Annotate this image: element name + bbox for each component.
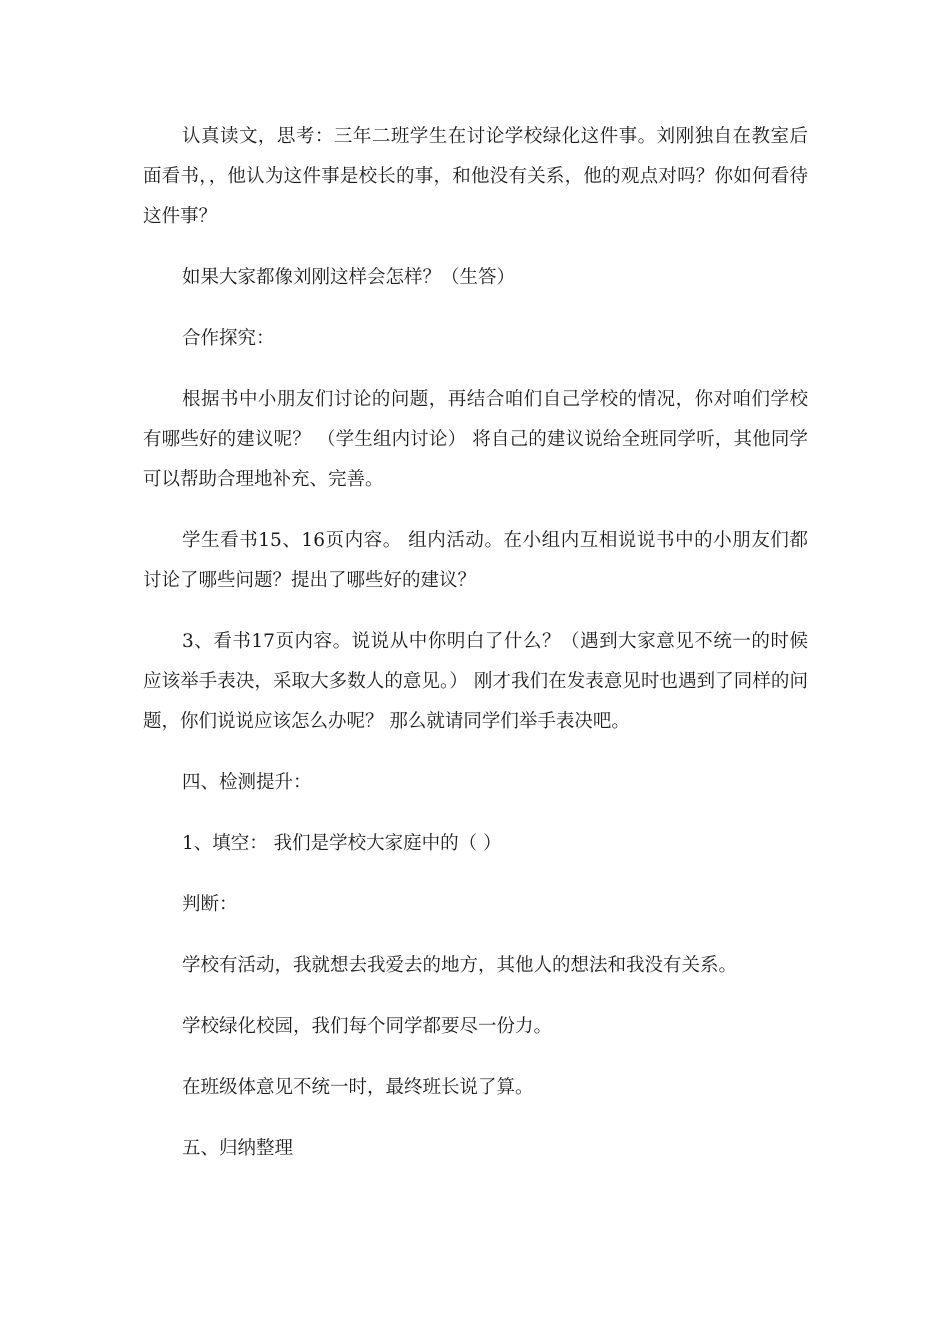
paragraph-reading-question: 认真读文，思考：三年二班学生在讨论学校绿化这件事。刘刚独自在教室后面看书，，他认为这件事是校长的事，和他没有关系，他的观点对吗？你如何看待这件事？: [143, 126, 808, 227]
heading-cooperative-inquiry: 合作探究：: [182, 328, 275, 349]
heading-judgement: 判断：: [182, 894, 238, 915]
paragraph-suggestions: 根据书中小朋友们讨论的问题，再结合咱们自己学校的情况，你对咱们学校有哪些好的建议呢？ （学生组内讨论） 将自己的建议说给全班同学听，其他同学可以帮助合理地补充、完善。: [143, 389, 808, 490]
paragraph-fill-blank: 1、填空： 我们是学校大家庭中的（ ）: [182, 833, 502, 854]
judgement-item-3: 在班级体意见不统一时，最终班长说了算。: [182, 1077, 534, 1098]
judgement-item-1: 学校有活动，我就想去我爱去的地方，其他人的想法和我没有关系。: [182, 955, 738, 976]
judgement-item-2: 学校绿化校园，我们每个同学都要尽一份力。: [182, 1016, 553, 1037]
heading-section-five: 五、归纳整理: [182, 1138, 294, 1159]
paragraph-page-17: 3、看书17页内容。说说从中你明白了什么？（遇到大家意见不统一的时候应该举手表决，采取大多数人的意见。） 刚才我们在发表意见时也遇到了同样的问题，你们说说应该怎么办呢？ 那么就请同学们举手表决吧。: [143, 631, 808, 732]
document-body: [143, 117, 808, 1190]
paragraph-group-activity: 学生看书15、16页内容。 组内活动。在小组内互相说说书中的小朋友们都讨论了哪些问题？提出了哪些好的建议？: [143, 530, 808, 591]
heading-section-four: 四、检测提升：: [182, 772, 312, 793]
paragraph-what-if: 如果大家都像刘刚这样会怎样？（生答）: [182, 267, 516, 288]
